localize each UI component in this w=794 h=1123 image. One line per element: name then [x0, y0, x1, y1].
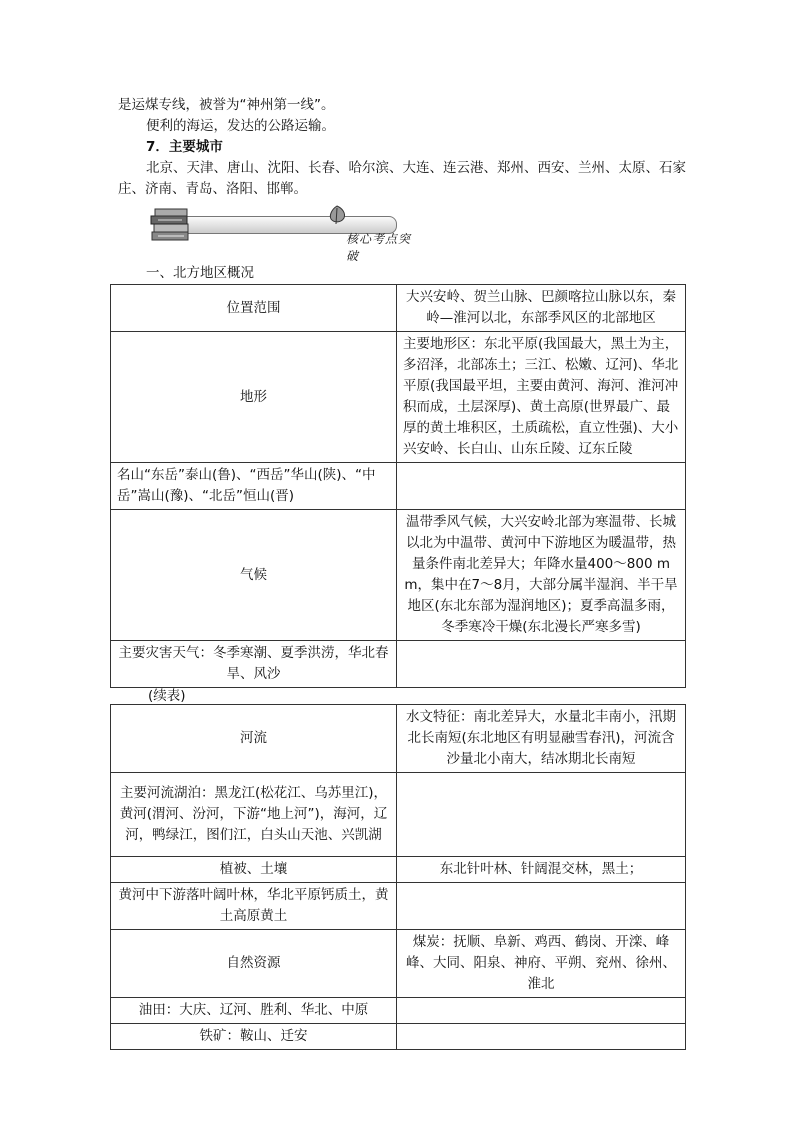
table-row: [111, 773, 686, 857]
intro-line-1: 是运煤专线，被誉为“神州第一线”。: [118, 97, 335, 113]
table-cell: 油田：大庆、辽河、胜利、华北、中原: [111, 998, 397, 1024]
table-cell: 河流: [111, 705, 397, 773]
table-cell: 温带季风气候，大兴安岭北部为寒温带、长城以北为中温带、黄河中下游地区为暖温带，热量条件南北差异大；年降水量400～800 mm，集中在7～8月，大部分属半湿润、半干旱地区(东北东部为湿润地区)；夏季高温多雨，冬季寒冷干燥(东北漫长严寒多雪): [397, 510, 686, 641]
table-row: [111, 857, 686, 883]
table-cell: [397, 883, 686, 930]
table-row: [111, 510, 686, 641]
leaf-icon: [326, 204, 348, 226]
banner-title: 核心考点突破: [346, 232, 412, 263]
table-cell: 自然资源: [111, 930, 397, 998]
table-cell: [397, 1024, 686, 1050]
table-cell: 煤炭：抚顺、阜新、鸡西、鹤岗、开滦、峰峰、大同、阳泉、神府、平朔、兖州、徐州、淮北: [397, 930, 686, 998]
table-cell: 气候: [111, 510, 397, 641]
table-row: [111, 930, 686, 998]
table-cell: 植被、土壤: [111, 857, 397, 883]
table-row: [111, 285, 686, 332]
table-row: [111, 705, 686, 773]
books-icon: [150, 206, 194, 244]
table-row: [111, 332, 686, 463]
table-row: [111, 1024, 686, 1050]
intro-line-2: 便利的海运，发达的公路运输。: [146, 118, 335, 134]
section-banner: [150, 204, 420, 263]
table-north-overview: [110, 284, 686, 688]
table-cell: 大兴安岭、贺兰山脉、巴颜喀拉山脉以东，秦岭—淮河以北，东部季风区的北部地区: [397, 285, 686, 332]
table-cell: [397, 463, 686, 510]
table-row: [111, 463, 686, 510]
cities-list: 北京、天津、唐山、沈阳、长春、哈尔滨、大连、连云港、郑州、西安、兰州、太原、石家庄、济南、青岛、洛阳、邯郸。: [118, 160, 686, 197]
table-cell: 主要灾害天气：冬季寒潮、夏季洪涝，华北春旱、风沙: [111, 641, 397, 688]
table-cell: [397, 998, 686, 1024]
table-cell: 主要河流湖泊：黑龙江(松花江、乌苏里江)，黄河(渭河、汾河，下游“地上河”)，海河，辽河，鸭绿江，图们江，白头山天池、兴凯湖: [111, 773, 397, 857]
table-cell: 主要地形区：东北平原(我国最大，黑土为主，多沼泽，北部冻土；三江、松嫩、辽河)、华北平原(我国最平坦，主要由黄河、海河、淮河冲积而成，土层深厚)、黄土高原(世界最广、最厚的黄土堆积区，土质疏松，直立性强)、大小兴安岭、长白山、山东丘陵、辽东丘陵: [397, 332, 686, 463]
table-row: [111, 641, 686, 688]
table-cell: 黄河中下游落叶阔叶林，华北平原钙质土，黄土高原黄土: [111, 883, 397, 930]
table-cell: [397, 773, 686, 857]
table-cell: 水文特征：南北差异大，水量北丰南小，汛期北长南短(东北地区有明显融雪春汛)，河流含沙量北小南大，结冰期北长南短: [397, 705, 686, 773]
table-cell: 地形: [111, 332, 397, 463]
table-cell: 东北针叶林、针阔混交林，黑土；: [397, 857, 686, 883]
table-row: [111, 883, 686, 930]
heading-main-cities: 7．主要城市: [146, 139, 223, 155]
table-north-overview-continued: [110, 704, 686, 1050]
table-cell: 铁矿：鞍山、迁安: [111, 1024, 397, 1050]
table-continued-caption: (续表): [148, 688, 186, 704]
table-cell: 名山“东岳”泰山(鲁)、“西岳”华山(陕)、“中岳”嵩山(豫)、“北岳”恒山(晋): [111, 463, 397, 510]
table-row: [111, 998, 686, 1024]
section-heading: 一、北方地区概况: [146, 265, 254, 281]
table-cell: 位置范围: [111, 285, 397, 332]
table-cell: [397, 641, 686, 688]
